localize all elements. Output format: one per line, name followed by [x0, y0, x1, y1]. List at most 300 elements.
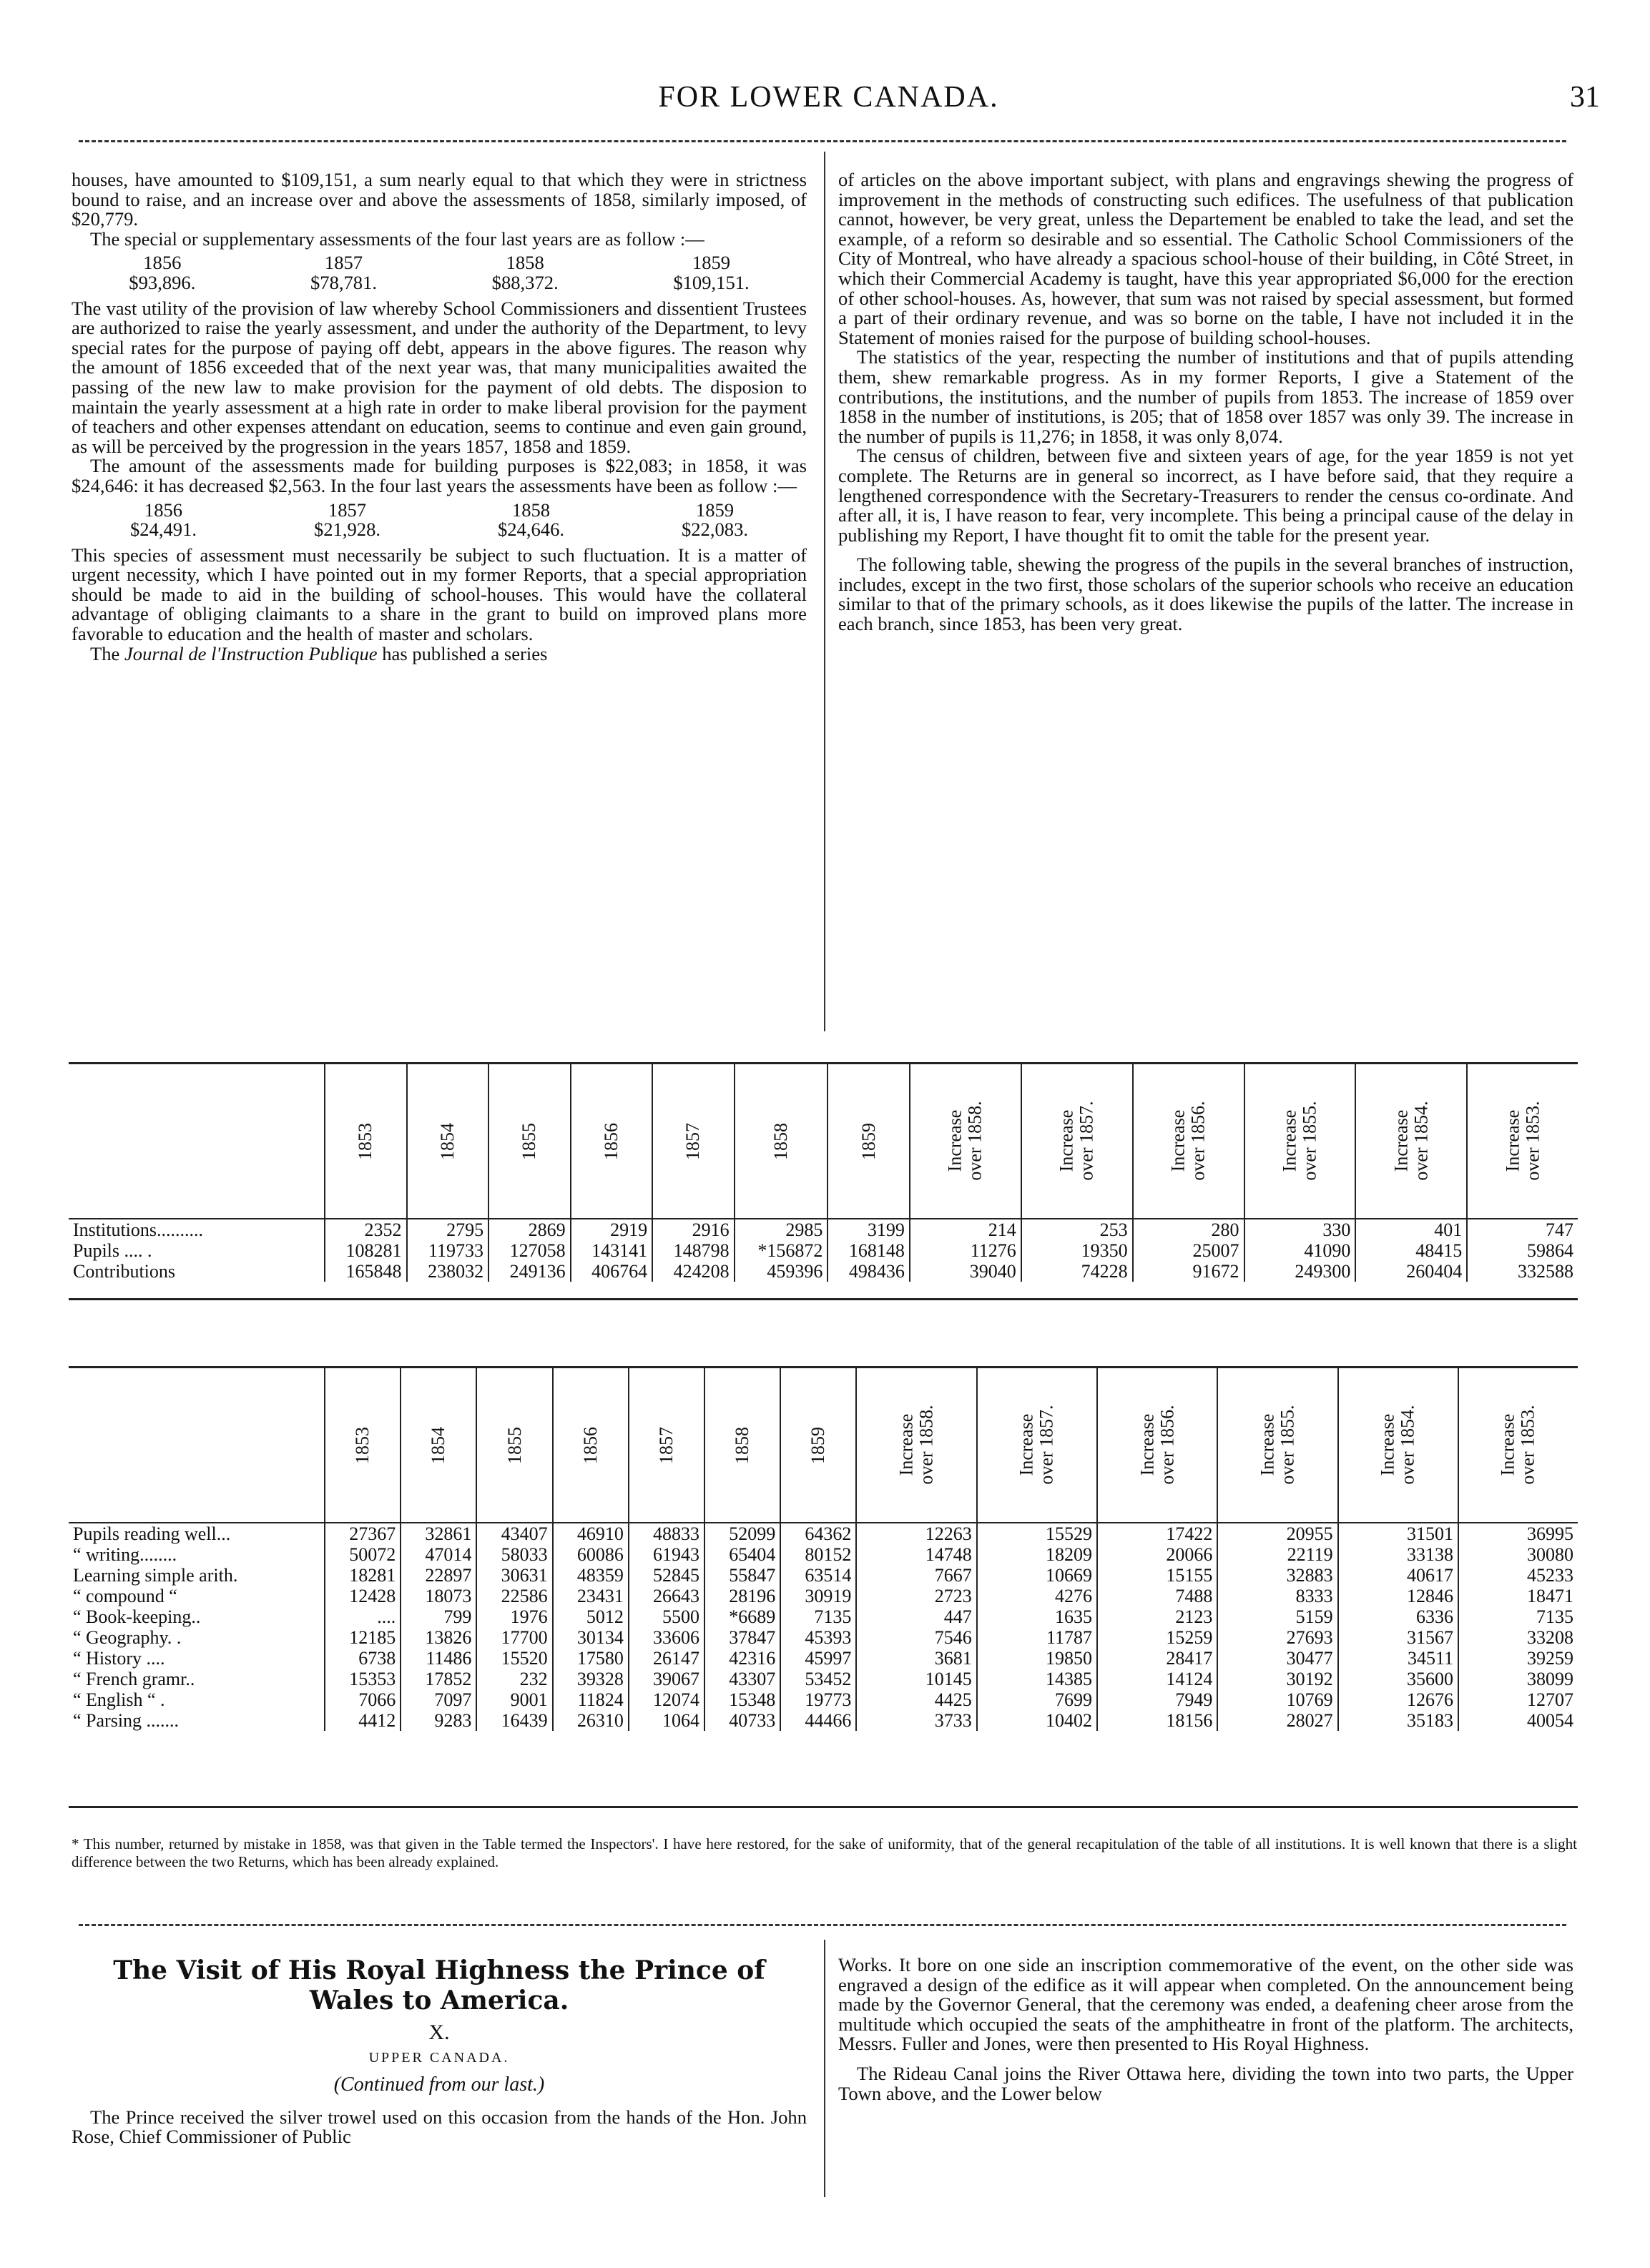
table-cell: 31501: [1338, 1523, 1458, 1544]
table-cell: 280: [1133, 1219, 1244, 1240]
row-label: “ History ....: [73, 1647, 165, 1669]
column-header-label: 1858: [732, 1426, 753, 1464]
building-assessment-table: [72, 501, 807, 540]
article-subhead: UPPER CANADA.: [368, 2049, 510, 2066]
table-cell: 28196: [704, 1586, 780, 1606]
table-cell: 9283: [401, 1710, 476, 1731]
special-value: $109,151.: [673, 271, 750, 293]
table-cell: 4425: [856, 1689, 976, 1710]
column-header: [977, 1368, 1097, 1523]
column-header: [1244, 1064, 1356, 1219]
table-cell: 40617: [1338, 1565, 1458, 1586]
column-header-label: Increase over 1858.: [944, 1101, 986, 1181]
column-header: [828, 1064, 910, 1219]
table-cell: 20955: [1217, 1523, 1337, 1544]
column-header-label: 1859: [858, 1122, 879, 1160]
table-cell: 40054: [1458, 1710, 1578, 1731]
table-cell: 45393: [780, 1627, 856, 1648]
bottom-column-divider: [824, 1940, 825, 2197]
table-cell: 6336: [1338, 1606, 1458, 1627]
table-cell: *6689: [704, 1606, 780, 1627]
table-cell: 91672: [1133, 1261, 1244, 1282]
table-cell: 168148: [828, 1240, 910, 1261]
left-column: [72, 170, 807, 664]
table-row: [69, 1606, 1578, 1627]
table-cell: 36995: [1458, 1523, 1578, 1544]
table-cell: 17852: [401, 1669, 476, 1689]
table-cell: 40733: [704, 1710, 780, 1731]
table-cell: 20066: [1097, 1544, 1217, 1565]
table-cell: 11276: [910, 1240, 1021, 1261]
table-cell: 14124: [1097, 1669, 1217, 1689]
table-cell: 39040: [910, 1261, 1021, 1282]
bottom-left-paragraph: The Prince received the silver trowel used on this occasion from the hands of the Hon. John Rose, Chief Commissioner of Public: [72, 2106, 807, 2148]
column-header: [856, 1368, 976, 1523]
table-cell: 33208: [1458, 1627, 1578, 1648]
table-cell: 8333: [1217, 1586, 1337, 1606]
table-row: [69, 1689, 1578, 1710]
column-header: [1338, 1368, 1458, 1523]
column-header-label: 1855: [504, 1426, 525, 1464]
table-cell: 39259: [1458, 1648, 1578, 1669]
table-cell: 46910: [553, 1523, 629, 1544]
column-header-label: 1856: [600, 1122, 622, 1160]
column-header-label: Increase over 1856.: [1136, 1405, 1178, 1485]
special-year: 1857: [324, 252, 363, 274]
table-row: [69, 1648, 1578, 1669]
column-header-label: Increase over 1857.: [1056, 1101, 1097, 1181]
table2-bottom-rule: [69, 1806, 1578, 1808]
table-row: [69, 1565, 1578, 1586]
row-label: Contributions: [73, 1260, 176, 1282]
table-cell: 63514: [780, 1565, 856, 1586]
column-header-label: 1859: [807, 1426, 829, 1464]
table-cell: 15155: [1097, 1565, 1217, 1586]
table-cell: 12185: [325, 1627, 401, 1648]
table-cell: 38099: [1458, 1669, 1578, 1689]
table-cell: 14748: [856, 1544, 976, 1565]
special-value: $88,372.: [491, 271, 559, 293]
table-cell: 13826: [401, 1627, 476, 1648]
building-year: 1856: [144, 499, 183, 521]
table-cell: 330: [1244, 1219, 1356, 1240]
column-header-label: Increase over 1858.: [895, 1405, 937, 1485]
column-header: [325, 1368, 401, 1523]
page-number: 31: [1570, 81, 1600, 114]
table-cell: 52845: [629, 1565, 704, 1586]
column-header: [571, 1064, 653, 1219]
table-cell: ....: [325, 1606, 401, 1627]
table-cell: 7699: [977, 1689, 1097, 1710]
table-cell: 37847: [704, 1627, 780, 1648]
column-header: [476, 1368, 552, 1523]
branches-table: [69, 1368, 1578, 1731]
column-header: [407, 1064, 489, 1219]
table-cell: 15520: [476, 1648, 552, 1669]
table-cell: 2352: [325, 1219, 407, 1240]
table-cell: 3733: [856, 1710, 976, 1731]
column-header: [325, 1064, 407, 1219]
row-label: “ writing........: [73, 1543, 177, 1565]
table-cell: 30134: [553, 1627, 629, 1648]
table-cell: 7066: [325, 1689, 401, 1710]
table-cell: 2123: [1097, 1606, 1217, 1627]
table-cell: 31567: [1338, 1627, 1458, 1648]
column-header: [1355, 1064, 1467, 1219]
column-header: [1458, 1368, 1578, 1523]
table-cell: 22119: [1217, 1544, 1337, 1565]
bottom-right-paragraph-1: Works. It bore on one side an inscription commemorative of the event, on the other side was engraved a design of the edifice as it will appear when completed. On the announcement being made by the Governor General, that the ceremony was ended, a deafening cheer arose from the multitude which occupied the seats of the amphitheatre in front of the platform. The architects, Messrs. Fuller and Jones, were then presented to His Royal Highness.: [838, 1954, 1573, 2055]
table-row: [69, 1669, 1578, 1689]
special-year: 1859: [692, 252, 731, 274]
table-cell: 9001: [476, 1689, 552, 1710]
table-cell: 26643: [629, 1586, 704, 1606]
table-cell: 43307: [704, 1669, 780, 1689]
table-cell: 148798: [652, 1240, 735, 1261]
table-cell: 34511: [1338, 1648, 1458, 1669]
table-cell: 12263: [856, 1523, 976, 1544]
continued-note: (Continued from our last.): [333, 2073, 545, 2096]
bottom-right-paragraph-2: The Rideau Canal joins the River Ottawa here, dividing the town into two parts, the Upper Town above, and the Lower below: [838, 2062, 1573, 2104]
table-cell: 47014: [401, 1544, 476, 1565]
table-cell: 17422: [1097, 1523, 1217, 1544]
table-cell: 58033: [476, 1544, 552, 1565]
table-cell: 119733: [407, 1240, 489, 1261]
table-cell: 32861: [401, 1523, 476, 1544]
section-rule: [79, 1924, 1566, 1926]
table-row: [69, 1261, 1578, 1282]
row-label: “ Book-keeping..: [73, 1606, 201, 1627]
column-header-label: Increase over 1853.: [1502, 1101, 1543, 1181]
building-value: $22,083.: [681, 519, 749, 541]
row-label: Learning simple arith.: [73, 1564, 238, 1586]
column-header: [1133, 1064, 1244, 1219]
table-cell: 238032: [407, 1261, 489, 1282]
table-cell: 232: [476, 1669, 552, 1689]
right-paragraph-4: The following table, shewing the progress of the pupils in the several branches of instruction, includes, except in the two first, those scholars of the superior schools who receive an education similar to that of the primary schools, as it does likewise the pupils of the latter. The increase in each branch, since 1853, has been very great.: [838, 554, 1573, 635]
table-cell: 10769: [1217, 1689, 1337, 1710]
building-year: 1859: [695, 499, 735, 521]
table-cell: 19773: [780, 1689, 856, 1710]
table-cell: 48833: [629, 1523, 704, 1544]
table-cell: 50072: [325, 1544, 401, 1565]
column-header: [735, 1064, 828, 1219]
institutions-table: [69, 1064, 1578, 1282]
table-cell: 48359: [553, 1565, 629, 1586]
table-cell: 28417: [1097, 1648, 1217, 1669]
column-header-label: 1858: [770, 1122, 792, 1160]
building-value: $21,928.: [313, 519, 381, 541]
column-header-label: 1854: [436, 1122, 458, 1160]
column-header: [553, 1368, 629, 1523]
table-cell: 5159: [1217, 1606, 1337, 1627]
table-row: [69, 1586, 1578, 1606]
column-header-label: 1853: [355, 1122, 376, 1160]
column-header: [652, 1064, 735, 1219]
table-cell: 401: [1355, 1219, 1467, 1240]
column-header-label: Increase over 1853.: [1497, 1405, 1538, 1485]
right-column: [838, 170, 1573, 634]
table-cell: 15259: [1097, 1627, 1217, 1648]
column-header-label: 1857: [682, 1122, 704, 1160]
column-header: [1021, 1064, 1133, 1219]
table-cell: 249300: [1244, 1261, 1356, 1282]
column-header-label: 1856: [579, 1426, 601, 1464]
bottom-left-column: [72, 1955, 807, 2147]
left-paragraph-1: houses, have amounted to $109,151, a sum nearly equal to that which they were in strictness bound to raise, and an increase over and above the assessments of 1858, similarly imposed, of $20,779.: [72, 169, 807, 230]
row-label: “ Geography. .: [73, 1626, 182, 1648]
article-part-number: X.: [428, 2021, 450, 2044]
table-cell: 11787: [977, 1627, 1097, 1648]
table-cell: 42316: [704, 1648, 780, 1669]
table-cell: 32883: [1217, 1565, 1337, 1586]
row-label: “ English “ .: [73, 1689, 165, 1710]
table-cell: 4276: [977, 1586, 1097, 1606]
table-cell: 2985: [735, 1219, 828, 1240]
left-paragraph-6: [72, 644, 807, 664]
table-row: [69, 1240, 1578, 1261]
table-cell: 747: [1467, 1219, 1578, 1240]
table-cell: 12074: [629, 1689, 704, 1710]
table-cell: 7949: [1097, 1689, 1217, 1710]
table-cell: 6738: [325, 1648, 401, 1669]
table-cell: 12676: [1338, 1689, 1458, 1710]
table-cell: 15353: [325, 1669, 401, 1689]
table-cell: 18281: [325, 1565, 401, 1586]
building-value: $24,491.: [129, 519, 197, 541]
table-cell: 1976: [476, 1606, 552, 1627]
table-cell: 4412: [325, 1710, 401, 1731]
table-cell: 28027: [1217, 1710, 1337, 1731]
journal-title: Journal de l'Instruction Publique: [124, 642, 378, 664]
column-header-label: Increase over 1857.: [1016, 1405, 1057, 1485]
table-cell: 7667: [856, 1565, 976, 1586]
corner-cell: [69, 1064, 325, 1219]
table-cell: 15348: [704, 1689, 780, 1710]
table-cell: 2916: [652, 1219, 735, 1240]
right-paragraph-3: The census of children, between five and sixteen years of age, for the year 1859 is not yet complete. The Returns are in general so incorrect, as I have before said, that they require a lengthened correspondence with the Secretary-Treasurers to render the census co-ordinate. And after all, it is, I have reason to fear, very incomplete. This being a principal cause of the delay in publishing my Report, I have thought fit to omit the table for the present year.: [838, 445, 1573, 546]
table-cell: 799: [401, 1606, 476, 1627]
table-cell: 7135: [780, 1606, 856, 1627]
table-cell: 61943: [629, 1544, 704, 1565]
table-cell: 1064: [629, 1710, 704, 1731]
table-cell: 7546: [856, 1627, 976, 1648]
table-cell: 424208: [652, 1261, 735, 1282]
column-header-label: 1853: [352, 1426, 373, 1464]
table-cell: 12846: [1338, 1586, 1458, 1606]
table-cell: 44466: [780, 1710, 856, 1731]
table-cell: 80152: [780, 1544, 856, 1565]
table-cell: 7488: [1097, 1586, 1217, 1606]
bottom-right-column: [838, 1955, 1573, 2103]
table-cell: 11824: [553, 1689, 629, 1710]
table-cell: 30631: [476, 1565, 552, 1586]
table-cell: 35183: [1338, 1710, 1458, 1731]
column-header: [488, 1064, 571, 1219]
column-header-label: 1854: [428, 1426, 449, 1464]
table-cell: 249136: [488, 1261, 571, 1282]
table-cell: 39328: [553, 1669, 629, 1689]
table-cell: 45233: [1458, 1565, 1578, 1586]
table-cell: 59864: [1467, 1240, 1578, 1261]
table-cell: 143141: [571, 1240, 653, 1261]
table-cell: 55847: [704, 1565, 780, 1586]
running-title: FOR LOWER CANADA.: [658, 81, 999, 114]
header-rule: [79, 140, 1566, 142]
table-cell: 64362: [780, 1523, 856, 1544]
table-cell: 11486: [401, 1648, 476, 1669]
table-cell: 35600: [1338, 1669, 1458, 1689]
table-cell: 447: [856, 1606, 976, 1627]
table-cell: 39067: [629, 1669, 704, 1689]
special-year: 1856: [143, 252, 182, 274]
table-row: [69, 1523, 1578, 1544]
table-cell: 15529: [977, 1523, 1097, 1544]
special-assessment-table: [72, 253, 807, 293]
table-cell: 33138: [1338, 1544, 1458, 1565]
table-cell: 7135: [1458, 1606, 1578, 1627]
table-cell: 18471: [1458, 1586, 1578, 1606]
row-label: “ French gramr..: [73, 1668, 195, 1689]
table-cell: 30192: [1217, 1669, 1337, 1689]
table-cell: 2869: [488, 1219, 571, 1240]
table-cell: 12707: [1458, 1689, 1578, 1710]
table-cell: 23431: [553, 1586, 629, 1606]
table-cell: 127058: [488, 1240, 571, 1261]
table-cell: 65404: [704, 1544, 780, 1565]
table-cell: 10669: [977, 1565, 1097, 1586]
table-cell: 22897: [401, 1565, 476, 1586]
column-header-label: Increase over 1854.: [1390, 1101, 1432, 1181]
table-cell: 7097: [401, 1689, 476, 1710]
table-cell: 30919: [780, 1586, 856, 1606]
special-year: 1858: [506, 252, 544, 274]
row-label: Institutions..........: [73, 1219, 204, 1240]
column-header: [1467, 1064, 1578, 1219]
column-header: [910, 1064, 1021, 1219]
table-cell: 74228: [1021, 1261, 1133, 1282]
table-cell: 260404: [1355, 1261, 1467, 1282]
column-header-label: 1857: [655, 1426, 677, 1464]
left-paragraph-5: This species of assessment must necessarily be subject to such fluctuation. It is a matter of urgent necessity, which I have pointed out in my former Reports, that a special appropriation should be made to aid in the building of school-houses. This would have the collateral advantage of obliging claimants to a share in the grant to build on improved plans more favorable to education and the health of master and scholars.: [72, 544, 807, 645]
corner-cell: [69, 1368, 325, 1523]
table-cell: 2795: [407, 1219, 489, 1240]
table-cell: 22586: [476, 1586, 552, 1606]
left-paragraph-4: The amount of the assessments made for building purposes is $22,083; in 1858, it was $24,646: it has decreased $2,563. In the four last years the assessments have been as follow :—: [72, 455, 807, 496]
column-header-label: Increase over 1856.: [1167, 1101, 1209, 1181]
table-cell: 3199: [828, 1219, 910, 1240]
table-row: [69, 1627, 1578, 1648]
table-cell: 214: [910, 1219, 1021, 1240]
table-cell: 498436: [828, 1261, 910, 1282]
table-row: [69, 1544, 1578, 1565]
table-cell: 1635: [977, 1606, 1097, 1627]
running-header: [57, 80, 1600, 123]
left-paragraph-3: The vast utility of the provision of law whereby School Commissioners and dissentient Trustees are authorized to raise the yearly assessment, and under the authority of the Department, to levy special rates for the purpose of paying off debt, appears in the above figures. The reason why the amount of 1856 exceeded that of the next year was, that many municipalities awaited the passing of the new law to make provision for the payment of old debts. The disposion to maintain the yearly assessment at a high rate in order to make liberal provision for the payment of teachers and other expenses attendant on education, seems to continue and even gain ground, as will be perceived by the progression in the years 1857, 1858 and 1859.: [72, 297, 807, 457]
table-cell: 19350: [1021, 1240, 1133, 1261]
table-cell: 33606: [629, 1627, 704, 1648]
building-value: $24,646.: [497, 519, 565, 541]
table-cell: 16439: [476, 1710, 552, 1731]
special-value: $93,896.: [129, 271, 196, 293]
p6-post: has published a series: [377, 642, 548, 664]
column-header-label: 1855: [519, 1122, 540, 1160]
table-cell: 14385: [977, 1669, 1097, 1689]
table-cell: 10145: [856, 1669, 976, 1689]
table-cell: 2723: [856, 1586, 976, 1606]
table-cell: 17700: [476, 1627, 552, 1648]
column-header-label: Increase over 1855.: [1257, 1405, 1298, 1485]
row-label: Pupils .... .: [73, 1239, 152, 1261]
table-cell: 60086: [553, 1544, 629, 1565]
table-cell: 26147: [629, 1648, 704, 1669]
table-cell: 27367: [325, 1523, 401, 1544]
row-label: Pupils reading well...: [73, 1523, 231, 1544]
table-cell: 52099: [704, 1523, 780, 1544]
column-header: [780, 1368, 856, 1523]
left-paragraph-2: The special or supplementary assessments of the four last years are as follow :—: [90, 227, 704, 250]
table-cell: 26310: [553, 1710, 629, 1731]
row-label: “ compound “: [73, 1585, 177, 1606]
right-paragraph-1: of articles on the above important subject, with plans and engravings shewing the progress of improvement in the methods of constructing such edifices. The usefulness of that publication cannot, however, be very great, unless the Departement be enabled to take the lead, and set the example, of a reform so desirable and so essential. The Catholic School Commissioners of the City of Montreal, who have already a spacious school-house of their building, in Côté Street, in which their Commercial Academy is taught, have this year appropriated $6,000 for the erection of other school-houses. As, however, that sum was not raised by special assessment, but formed a part of their ordinary revenue, and was so borne on the table, I have not included it in the Statement of monies raised for the purpose of building school-houses.: [838, 169, 1573, 348]
article-title: The Visit of His Royal Highness the Prince of Wales to America.: [113, 1955, 765, 2016]
building-year: 1858: [511, 499, 551, 521]
table-cell: 3681: [856, 1648, 976, 1669]
table-cell: 53452: [780, 1669, 856, 1689]
row-label: “ Parsing .......: [73, 1709, 180, 1731]
column-header: [704, 1368, 780, 1523]
table-cell: 18156: [1097, 1710, 1217, 1731]
table-cell: 48415: [1355, 1240, 1467, 1261]
table-cell: 25007: [1133, 1240, 1244, 1261]
table-cell: 5012: [553, 1606, 629, 1627]
column-divider: [824, 152, 825, 1031]
column-header-label: Increase over 1854.: [1377, 1405, 1418, 1485]
table-cell: 459396: [735, 1261, 828, 1282]
right-paragraph-2: The statistics of the year, respecting the number of institutions and that of pupils attending them, shew remarkable progress. As in my former Reports, I give a Statement of the contributions, the institutions, and the number of pupils from 1853. The increase of 1859 over 1858 in the number of institutions, is 205; that of 1858 over 1857 was only 39. The increase in the number of pupils is 11,276; in 1858, it was only 8,074.: [838, 346, 1573, 447]
table-cell: 43407: [476, 1523, 552, 1544]
special-value: $78,781.: [310, 271, 378, 293]
table-cell: 27693: [1217, 1627, 1337, 1648]
table-cell: 17580: [553, 1648, 629, 1669]
building-year: 1857: [328, 499, 367, 521]
table-cell: 45997: [780, 1648, 856, 1669]
table1-bottom-rule: [69, 1298, 1578, 1300]
table-row: [69, 1219, 1578, 1240]
table-cell: 18073: [401, 1586, 476, 1606]
column-header: [401, 1368, 476, 1523]
table-row: [69, 1710, 1578, 1731]
table-cell: 406764: [571, 1261, 653, 1282]
table-cell: 12428: [325, 1586, 401, 1606]
table-cell: 30477: [1217, 1648, 1337, 1669]
table-cell: 332588: [1467, 1261, 1578, 1282]
column-header: [1097, 1368, 1217, 1523]
table-cell: 30080: [1458, 1544, 1578, 1565]
table-cell: 165848: [325, 1261, 407, 1282]
p6-pre: The: [90, 642, 124, 664]
table-cell: 2919: [571, 1219, 653, 1240]
column-header: [629, 1368, 704, 1523]
table-cell: *156872: [735, 1240, 828, 1261]
table-cell: 19850: [977, 1648, 1097, 1669]
table-cell: 41090: [1244, 1240, 1356, 1261]
table-cell: 5500: [629, 1606, 704, 1627]
column-header: [1217, 1368, 1337, 1523]
table-cell: 108281: [325, 1240, 407, 1261]
table-cell: 18209: [977, 1544, 1097, 1565]
table-cell: 253: [1021, 1219, 1133, 1240]
